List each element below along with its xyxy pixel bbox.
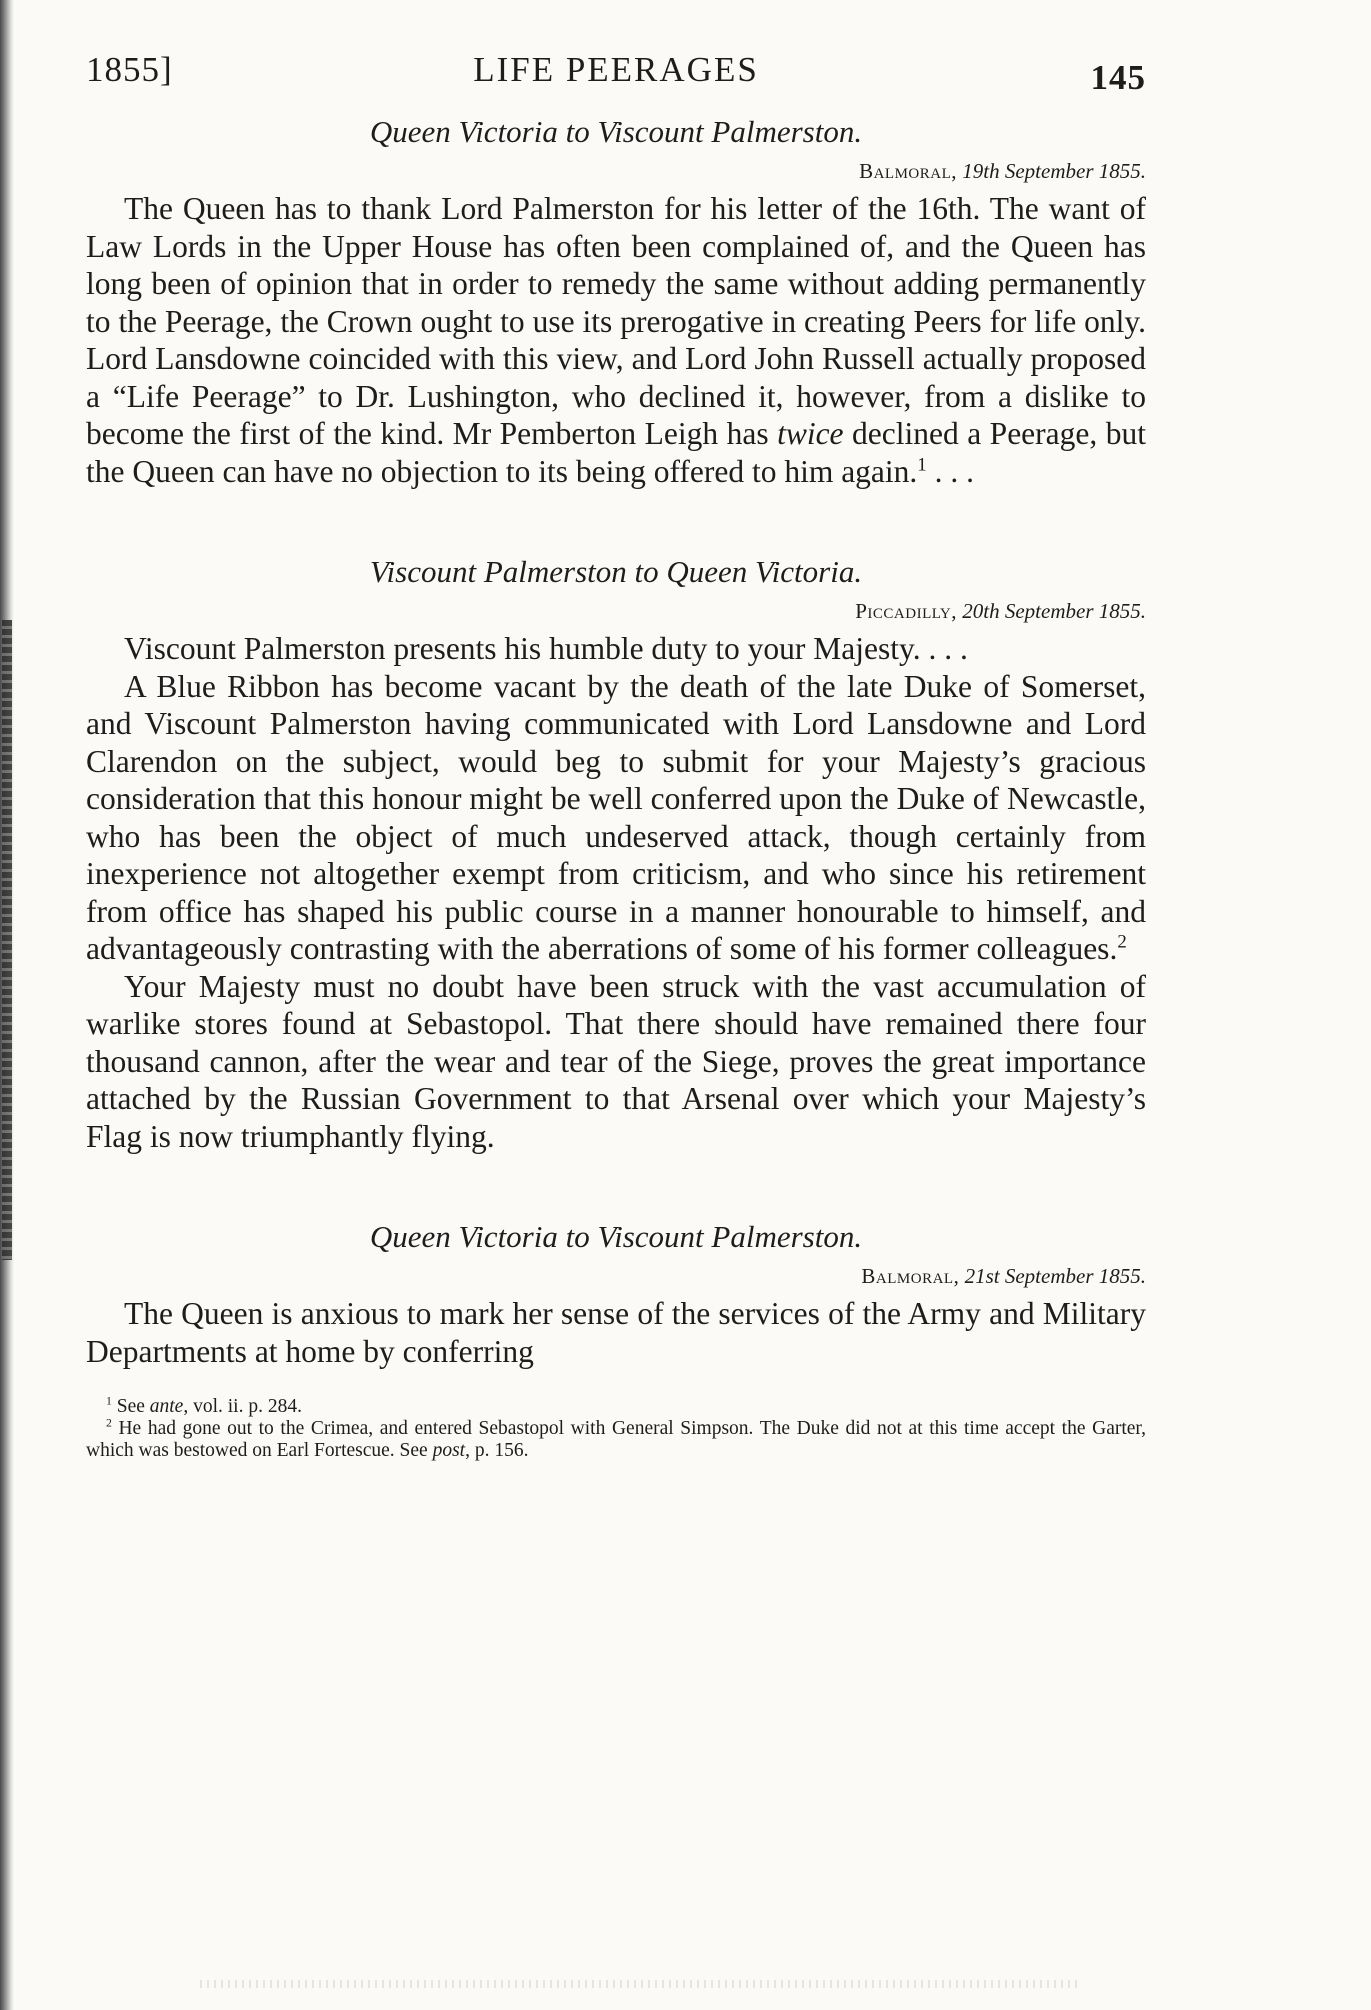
letter-dateline bbox=[86, 158, 1146, 184]
letter-paragraph: The Queen is anxious to mark her sense of the services of the Army and Military Departments at home by conferring bbox=[86, 1296, 1146, 1369]
paragraph-text: The Queen has to thank Lord Palmerston for his letter of the 16th. The want of Law Lords in the Upper House has often been complained of, and the Queen has long been of opinion that in order to remedy the same without adding permanently to the Peerage, the Crown ought to use its prerogative in creating Peers for life only. Lord Lansdowne coincided with this view, and Lord John Russell actually proposed a “Life Peerage” to Dr. Lushington, who declined it, however, from a dislike to become the first of the kind. Mr Pemberton Leigh has bbox=[86, 191, 1146, 451]
section-gap bbox=[86, 490, 1146, 552]
letter-3 bbox=[86, 1217, 1146, 1370]
letter-paragraph: Viscount Palmerston presents his humble duty to your Majesty. . . . bbox=[124, 631, 968, 666]
letter-heading: Viscount Palmerston to Queen Victoria. bbox=[369, 554, 863, 589]
footnote-italic: post bbox=[432, 1440, 466, 1461]
paragraph-text: A Blue Ribbon has become vacant by the death of the late Duke of Somerset, and Viscount Palmerston having communicated with Lord Lansdowne and Lord Clarendon on the subject, would beg to submit for your Majesty’s gracious consideration that this honour might be well conferred upon the Duke of Newcastle, who has been the object of much undeserved attack, though certainly from inexperience not altogether exempt from criticism, and who since his retirement from office has shaped his public course in a manner honourable to himself, and advantageously contrasting with the aberrations of some of his former colleagues. bbox=[86, 668, 1146, 966]
paragraph-text: declined a Peerage, but the Queen can have no objection to its being offered to him again. bbox=[86, 416, 1146, 489]
letter-heading: Queen Victoria to Viscount Palmerston. bbox=[369, 1219, 863, 1254]
book-page bbox=[86, 42, 1146, 1462]
letter-2 bbox=[86, 552, 1146, 1155]
footnote-marker: 1 bbox=[106, 1394, 112, 1408]
footnote-1 bbox=[86, 1396, 1146, 1418]
header-year: 1855] bbox=[86, 50, 173, 89]
scan-noise bbox=[200, 1980, 1080, 1988]
footnote-2 bbox=[86, 1418, 1146, 1462]
letter-paragraph bbox=[86, 190, 1146, 490]
binding-edge-marks bbox=[2, 620, 12, 1260]
letter-dateline bbox=[86, 1263, 1146, 1289]
footnote-text: He had gone out to the Crimea, and entered Sebastopol with General Simpson. The Duke did not at this time accept the Garter, which was bestowed on Earl Fortescue. See bbox=[86, 1418, 1147, 1461]
footnote-text: , vol. ii. p. 284. bbox=[183, 1396, 302, 1417]
letter-paragraph bbox=[86, 668, 1146, 968]
footnotes bbox=[86, 1396, 1146, 1462]
letter-heading: Queen Victoria to Viscount Palmerston. bbox=[369, 114, 863, 149]
header-title: LIFE PEERAGES bbox=[473, 50, 759, 89]
letter-1 bbox=[86, 112, 1146, 490]
footnote-ref: 1 bbox=[917, 454, 927, 475]
footnote-text: , p. 156. bbox=[465, 1440, 529, 1461]
running-header bbox=[86, 42, 1146, 97]
page-number: 145 bbox=[1090, 58, 1146, 97]
dateline-place: Balmoral, bbox=[861, 1264, 960, 1288]
footnote-marker: 2 bbox=[106, 1416, 112, 1430]
dateline-place: Balmoral, bbox=[859, 159, 958, 183]
dateline-date: 21st September 1855. bbox=[964, 1264, 1146, 1288]
emphasis-text: twice bbox=[777, 416, 844, 451]
dateline-date: 19th September 1855. bbox=[962, 159, 1146, 183]
footnote-italic: ante bbox=[149, 1396, 184, 1417]
footnote-text: See bbox=[116, 1396, 150, 1417]
footnote-ref: 2 bbox=[1117, 931, 1127, 953]
section-gap bbox=[86, 1155, 1146, 1217]
ellipsis: . . . bbox=[926, 453, 974, 489]
dateline-date: 20th September 1855. bbox=[962, 599, 1146, 623]
letter-dateline bbox=[86, 598, 1146, 624]
dateline-place: Piccadilly, bbox=[855, 599, 958, 623]
letter-paragraph: Your Majesty must no doubt have been struck with the vast accumulation of warlike stores found at Sebastopol. That there should have remained there four thousand cannon, after the wear and tear of the Siege, proves the great importance attached by the Russian Government to that Arsenal over which your Majesty’s Flag is now triumphantly flying. bbox=[86, 968, 1146, 1154]
